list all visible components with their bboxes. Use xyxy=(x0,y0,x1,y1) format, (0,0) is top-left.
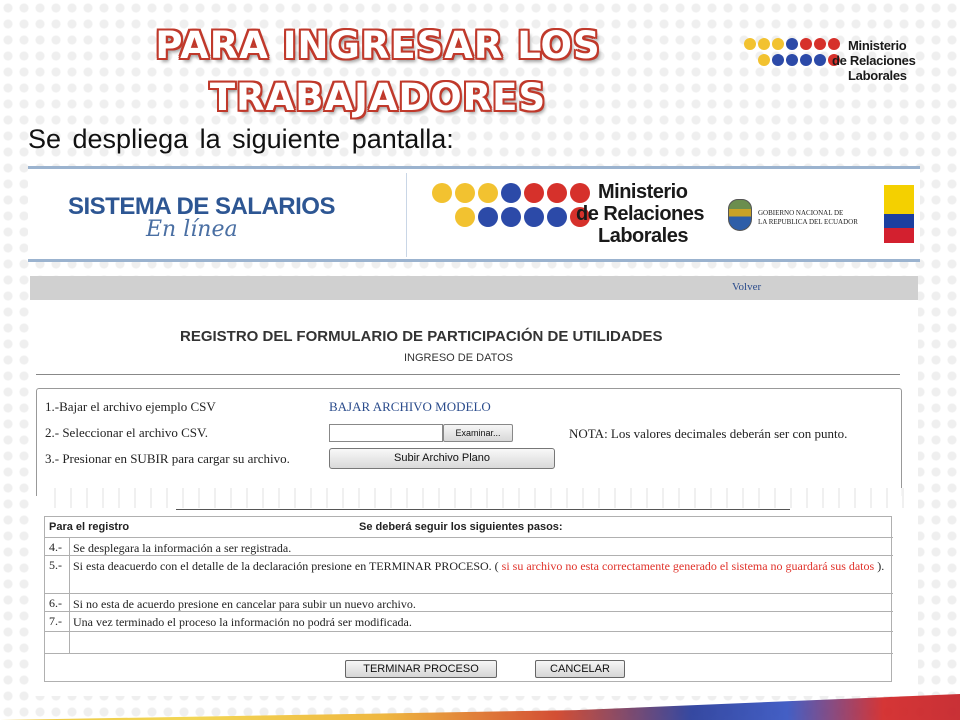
step-text-main: Si esta deacuerdo con el detalle de la declaración presione en TERMINAR PROCESO. ( xyxy=(73,559,499,573)
action-buttons xyxy=(45,653,893,683)
slide-subtitle: Se despliega la siguiente pantalla: xyxy=(28,124,454,154)
step-number: 4.- xyxy=(49,540,62,554)
app-banner xyxy=(28,166,920,262)
banner-logo-line2: de Relaciones xyxy=(576,203,705,225)
steps-header-left: Para el registro xyxy=(49,521,130,533)
decimal-note: NOTA: Los valores decimales deberán ser con punto. xyxy=(569,426,848,441)
table-row xyxy=(45,593,893,611)
browse-button[interactable]: Examinar... xyxy=(443,424,513,442)
step-text: Una vez terminado el proceso la información no podrá ser modificada. xyxy=(73,615,412,629)
step-download-label: 1.-Bajar el archivo ejemplo CSV xyxy=(45,399,216,414)
banner-divider xyxy=(406,173,407,257)
upload-steps-panel xyxy=(36,388,902,496)
government-text xyxy=(758,209,858,227)
back-link[interactable]: Volver xyxy=(732,281,762,293)
csv-file-input[interactable] xyxy=(329,424,443,442)
ecuador-flag-icon xyxy=(884,185,914,243)
coat-of-arms-icon xyxy=(728,199,752,231)
app-screenshot xyxy=(28,166,920,696)
step-text-close: ). xyxy=(877,559,885,573)
banner-logo-text xyxy=(576,181,705,247)
form-page xyxy=(30,276,918,696)
banner-logo-line3: Laborales xyxy=(598,225,688,247)
table-row xyxy=(45,611,893,631)
system-title: SISTEMA DE SALARIOS xyxy=(68,193,335,220)
slide-title-line2: TRABAJADORES xyxy=(209,76,547,119)
step-text: Si no esta de acuerdo presione en cancelar para subir un nuevo archivo. xyxy=(73,597,416,611)
table-row-empty xyxy=(45,631,893,653)
finish-process-button[interactable]: TERMINAR PROCESO xyxy=(345,660,497,678)
step-select-label: 2.- Seleccionar el archivo CSV. xyxy=(45,425,208,440)
table-row xyxy=(45,537,893,555)
decorative-stripe xyxy=(0,694,960,720)
slide-title-line1: PARA INGRESAR LOS xyxy=(155,24,601,67)
download-template-link[interactable]: BAJAR ARCHIVO MODELO xyxy=(329,399,491,414)
ministry-logo-line1: Ministerio xyxy=(848,38,907,53)
cropped-edge xyxy=(40,488,904,508)
banner-logo-line1: Ministerio xyxy=(598,181,688,203)
ministry-logo-text xyxy=(832,38,916,83)
registration-steps-table xyxy=(44,516,892,682)
warning-text: si su archivo no esta correctamente generado el sistema no guardará sus datos xyxy=(501,559,875,573)
step-number: 7.- xyxy=(49,614,62,628)
section-divider xyxy=(176,509,790,510)
banner-dots-icon xyxy=(430,181,600,241)
top-toolbar xyxy=(30,276,918,300)
form-subtitle: INGRESO DE DATOS xyxy=(404,352,514,364)
form-title: REGISTRO DEL FORMULARIO DE PARTICIPACIÓN DE UTILIDADES xyxy=(180,328,663,345)
ministry-logo-line2: de Relaciones xyxy=(832,53,916,68)
government-line2: LA REPUBLICA DEL ECUADOR xyxy=(758,218,858,226)
government-seal xyxy=(728,199,858,239)
ministry-logo-line3: Laborales xyxy=(848,68,907,83)
step-number: 5.- xyxy=(49,558,62,572)
steps-header-right: Se deberá seguir los siguientes pasos: xyxy=(359,521,563,533)
step-upload-label: 3.- Presionar en SUBIR para cargar su archivo. xyxy=(45,451,290,466)
upload-button[interactable]: Subir Archivo Plano xyxy=(329,448,555,469)
divider-line xyxy=(36,374,900,375)
step-text xyxy=(73,558,887,574)
system-subtitle: En línea xyxy=(146,217,238,242)
government-line1: GOBIERNO NACIONAL DE xyxy=(758,209,844,217)
slide-title xyxy=(118,20,638,124)
step-text: Se desplegara la información a ser registrada. xyxy=(73,541,292,555)
step-number: 6.- xyxy=(49,596,62,610)
table-row xyxy=(45,555,893,593)
cancel-button[interactable]: CANCELAR xyxy=(535,660,625,678)
ministry-logo xyxy=(742,36,942,92)
banner-ministry-logo xyxy=(430,181,720,257)
steps-table-header xyxy=(45,521,893,535)
